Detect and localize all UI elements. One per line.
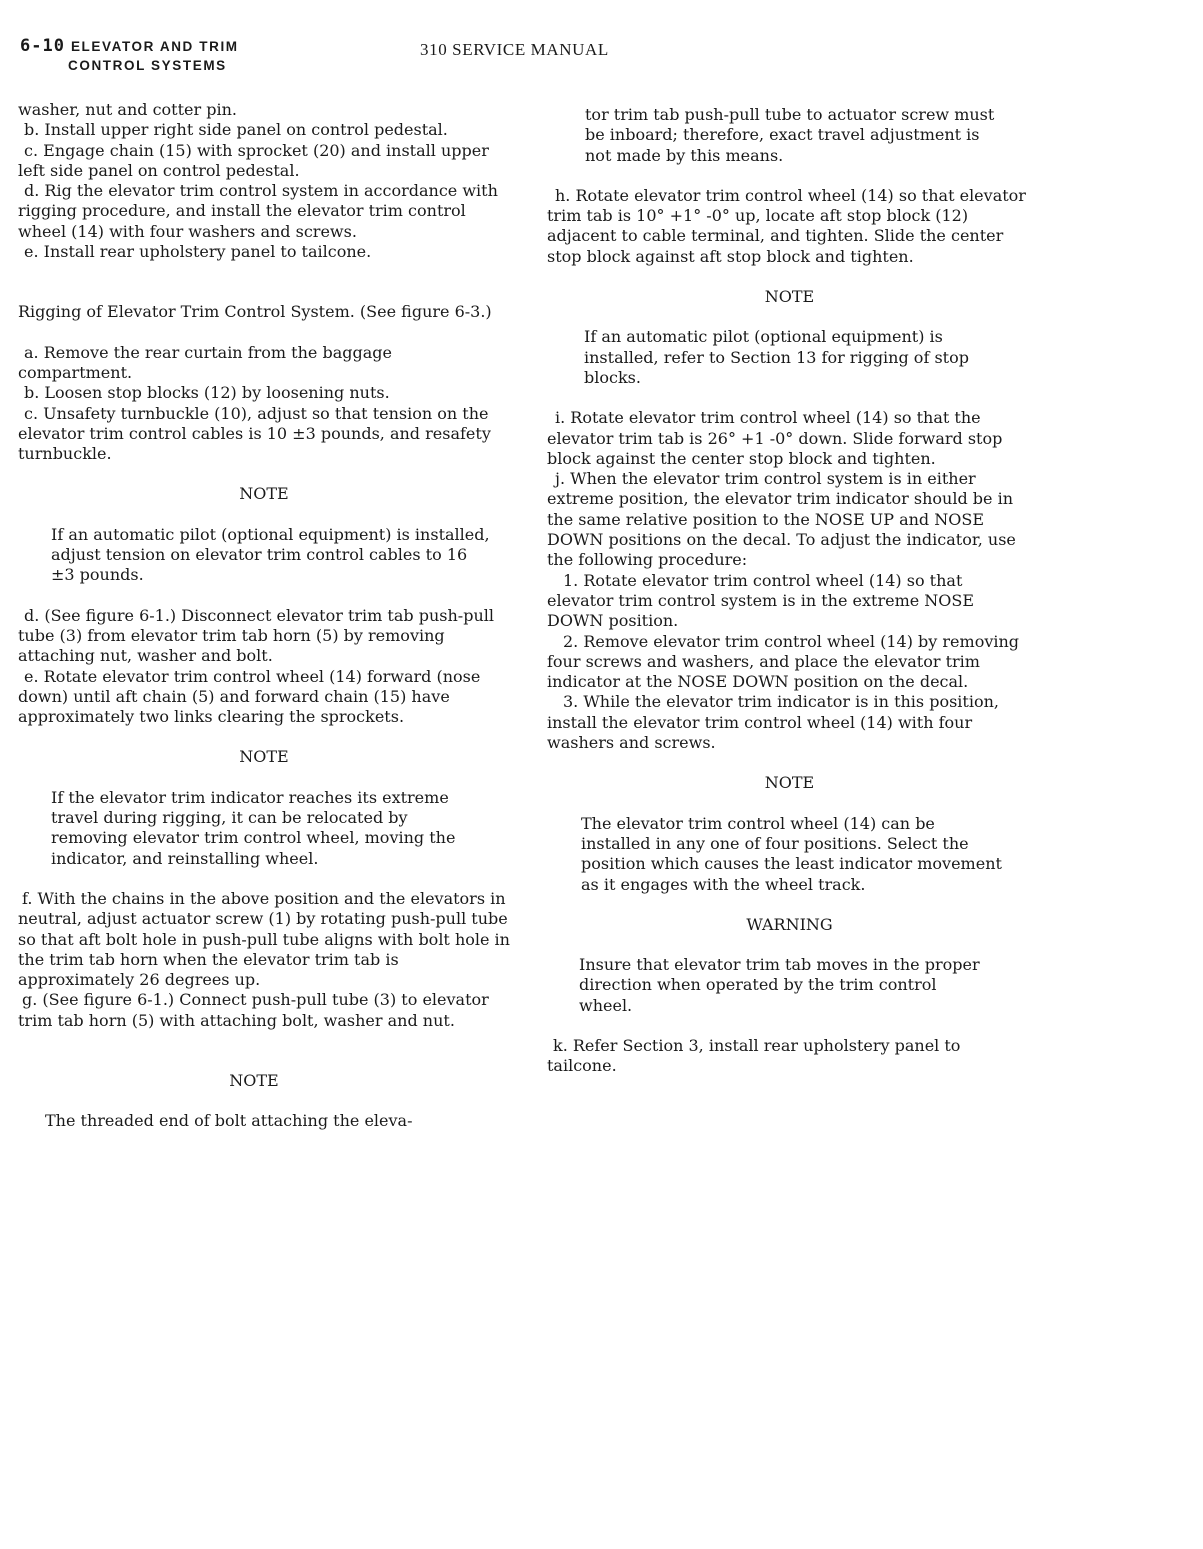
rig-step-f: f. With the chains in the above position and the elevators in neutral, adjust actuator screw (1) by rotating push-pull tube so that aft bolt hole in push-pull tube aligns with bolt hole in the trim tab horn when the elevator trim tab is approximately 26 degrees up. (18, 888, 510, 990)
note-2-heading: NOTE (239, 747, 289, 767)
note-5-text: The elevator trim control wheel (14) can be installed in any one of four positions. Select the position which causes the least indicator movement as it engages with the wheel track. (581, 813, 1002, 894)
note-4-text: If an automatic pilot (optional equipment) is installed, refer to Section 13 for rigging of stop blocks. (584, 327, 969, 387)
note-1-heading: NOTE (239, 484, 289, 504)
rig-step-h: h. Rotate elevator trim control wheel (14) so that elevator trim tab is 10° +1° -0° up, locate aft stop block (12) adjacent to cable terminal, and tighten. Slide the center stop block against aft stop block and tighten. (547, 185, 1026, 266)
warning-heading: WARNING (746, 914, 833, 934)
note-2-text: If the elevator trim indicator reaches its extreme travel during rigging, it can be relocated by removing elevator trim control wheel, moving the indicator, and reinstalling wheel. (51, 787, 456, 868)
note-1-text: If an automatic pilot (optional equipment) is installed, adjust tension on elevator trim control cables to 16 ±3 pounds. (51, 524, 490, 585)
section-title-line1: ELEVATOR AND TRIM (70, 39, 239, 54)
rig-step-k: k. Refer Section 3, install rear upholstery panel to tailcone. (547, 1035, 961, 1076)
rig-step-d: d. (See figure 6-1.) Disconnect elevator trim tab push-pull tube (3) from elevator trim tab horn (5) by removing attaching nut, washer and bolt. (18, 605, 494, 666)
rig-step-e: e. Rotate elevator trim control wheel (14) forward (nose down) until aft chain (5) and forward chain (15) have approximately two links clearing the sprockets. (18, 666, 481, 727)
right-column (547, 105, 1032, 1077)
step-c: c. Engage chain (15) with sprocket (20) and install upper left side panel on control pedestal. (18, 140, 489, 180)
rig-step-g: g. (See figure 6-1.) Connect push-pull tube (3) to elevator trim tab horn (5) with attaching bolt, washer and nut. (18, 990, 489, 1030)
step-d: d. Rig the elevator trim control system in accordance with rigging procedure, and install the elevator trim control wheel (14) with four washers and screws. (18, 181, 498, 241)
continued-line: washer, nut and cotter pin. (18, 100, 237, 119)
note-5-heading: NOTE (764, 773, 815, 793)
note-3-text-start: The threaded end of bolt attaching the eleva- (45, 1111, 413, 1131)
note-4-heading: NOTE (764, 287, 815, 307)
rig-substep-2: 2. Remove elevator trim control wheel (14) by removing four screws and washers, and place the elevator trim indicator at the NOSE DOWN position on the decal. (547, 631, 1020, 692)
rigging-heading: Rigging of Elevator Trim Control System. (See figure 6-3.) (18, 302, 492, 322)
page-header-left (20, 36, 239, 56)
warning-text: Insure that elevator trim tab moves in the proper direction when operated by the trim control wheel. (579, 955, 980, 1015)
rig-substep-1: 1. Rotate elevator trim control wheel (14) so that elevator trim control system is in the extreme NOSE DOWN position. (547, 570, 975, 631)
rig-substep-3: 3. While the elevator trim indicator is in this position, install the elevator trim control wheel (14) with four washers and screws. (547, 692, 999, 753)
rig-step-a: a. Remove the rear curtain from the baggage compartment. (18, 342, 392, 382)
section-title-line2: CONTROL SYSTEMS (68, 58, 227, 73)
rig-step-i: i. Rotate elevator trim control wheel (14) so that the elevator trim tab is 26° +1 -0° down. Slide forward stop block against the center stop block and tighten. (547, 408, 1003, 468)
manual-title: 310 SERVICE MANUAL (420, 40, 609, 59)
page-number: 6-10 (20, 36, 65, 56)
rig-step-j: j. When the elevator trim control system is in either extreme position, the elevator trim indicator should be in the same relative position to the NOSE UP and NOSE DOWN positions on the decal. To adjust the indicator, use the following procedure: (547, 469, 1016, 570)
left-column (18, 100, 510, 1132)
rig-step-b: b. Loosen stop blocks (12) by loosening nuts. (24, 383, 390, 403)
step-b: b. Install upper right side panel on control pedestal. (24, 120, 448, 140)
note-3-heading: NOTE (229, 1070, 279, 1090)
note-3-text-continued: tor trim tab push-pull tube to actuator screw must be inboard; therefore, exact travel adjustment is not made by this means. (585, 105, 995, 165)
rig-step-c: c. Unsafety turnbuckle (10), adjust so that tension on the elevator trim control cables is 10 ±3 pounds, and resafety turnbuckle. (18, 403, 491, 464)
step-e: e. Install rear upholstery panel to tailcone. (24, 242, 372, 262)
